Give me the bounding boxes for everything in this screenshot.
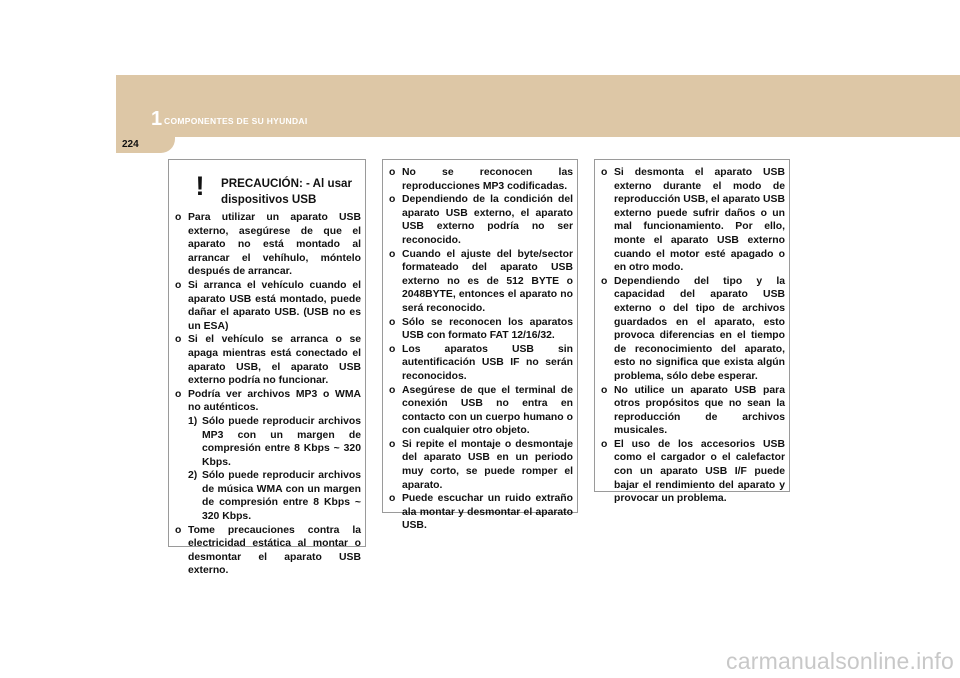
caution-list xyxy=(175,211,361,578)
bullet-glyph: o xyxy=(389,438,396,450)
list-item-text: Puede escuchar un ruido extraño ala montar y desmontar el aparato USB. xyxy=(402,493,573,532)
list-item-text: Si el vehículo se arranca o se apaga mientras está conectado el aparato USB, el aparato USB externo podría no funcionar. xyxy=(188,334,361,387)
chapter-title: COMPONENTES DE SU HYUNDAI xyxy=(164,116,308,126)
sub-item-number: 1) xyxy=(188,415,198,427)
notes-list xyxy=(389,166,573,533)
bullet-glyph: o xyxy=(601,167,608,178)
sub-item-text: Sólo puede reproducir archivos MP3 con un margen de compresión entre 8 Kbps ~ 320 Kbps. xyxy=(202,415,361,468)
list-item xyxy=(175,388,361,415)
bullet-glyph: o xyxy=(389,343,396,355)
warning-triangle-icon xyxy=(181,170,219,200)
sub-item-number: 2) xyxy=(188,470,198,482)
bullet-glyph: o xyxy=(389,493,396,505)
bullet-glyph: o xyxy=(389,316,396,328)
list-item xyxy=(601,275,785,384)
list-item xyxy=(601,384,785,438)
svg-text:!: ! xyxy=(195,171,205,200)
chapter-number: 1 xyxy=(151,108,163,130)
list-item xyxy=(389,492,573,533)
list-item-text: Sólo se reconocen los aparatos USB con formato FAT 12/16/32. xyxy=(402,316,573,342)
caution-box xyxy=(168,159,366,577)
bullet-glyph: o xyxy=(175,388,182,400)
list-item xyxy=(389,166,573,193)
list-item xyxy=(389,193,573,247)
sub-item xyxy=(175,415,361,469)
page-number: 224 xyxy=(122,139,139,150)
bullet-glyph: o xyxy=(175,524,182,536)
list-item-text: Dependiendo de la condición del aparato USB externo, el aparato USB externo podría no ser reconocido. xyxy=(402,194,573,246)
list-item-text: Para utilizar un aparato USB externo, asegúrese de que el aparato no está montado al arrancar el vehíhulo, móntelo después de arrancar. xyxy=(188,212,361,278)
list-item xyxy=(389,438,573,492)
caution-title: PRECAUCIÓN: - Al usar dispositivos USB xyxy=(221,177,352,206)
list-item xyxy=(389,343,573,384)
list-item xyxy=(601,438,785,506)
list-item-text: Tome precauciones contra la electricidad estática al montar o desmontar el aparato USB externo. xyxy=(188,524,361,577)
usb-notes-column-3 xyxy=(594,159,790,505)
watermark: carmanualsonline.info xyxy=(726,648,954,674)
list-item xyxy=(175,333,361,387)
list-item xyxy=(175,524,361,578)
notes-list xyxy=(601,166,785,506)
list-item-text: No utilice un aparato USB para otros propósitos que no sean la reproducción de archivos musicales. xyxy=(614,384,785,437)
sub-item xyxy=(175,469,361,523)
chapter-header-band xyxy=(116,75,960,137)
usb-notes-column-2 xyxy=(382,159,578,532)
bullet-glyph: o xyxy=(175,279,182,291)
sub-item-text: Sólo puede reproducir archivos de música WMA con un margen de compresión entre 8 Kbps ~ 320 Kbps. xyxy=(202,470,361,523)
bullet-glyph: o xyxy=(175,334,182,346)
list-item xyxy=(389,316,573,343)
bullet-glyph: o xyxy=(389,167,396,178)
list-item-text: Dependiendo del tipo y la capacidad del aparato USB externo o del tipo de archivos guardados en el aparato, esto provoca diferencias en el tiempo de reconocimiento del aparato, esto no significa que exista algún problema, sólo debe esperar. xyxy=(614,275,785,382)
bullet-glyph: o xyxy=(389,248,396,260)
list-item-text: Si repite el montaje o desmontaje del aparato USB en un periodo muy corto, se puede romper el aparato. xyxy=(402,438,573,491)
bullet-glyph: o xyxy=(601,275,608,287)
list-item-text: Los aparatos USB sin autentificación USB IF no serán reconocidos. xyxy=(402,343,573,382)
list-item-text: Podría ver archivos MP3 o WMA no auténticos. xyxy=(188,388,361,414)
list-item-text: Asegúrese de que el terminal de conexión USB no entra en contacto con un cuerpo humano o con cualquier otro objeto. xyxy=(402,384,573,437)
list-item-text: No se reconocen las reproducciones MP3 codificadas. xyxy=(402,167,573,192)
list-item xyxy=(175,279,361,333)
bullet-glyph: o xyxy=(389,384,396,396)
bullet-glyph: o xyxy=(175,212,182,223)
bullet-glyph: o xyxy=(389,194,396,206)
list-item-text: Si desmonta el aparato USB externo durante el modo de reproducción USB, el aparato USB externo puede sufrir daños o un mal funcionamiento. Por ello, monte el aparato USB externo cuando el motor esté apagado o en otro modo. xyxy=(614,167,785,274)
bullet-glyph: o xyxy=(601,438,608,450)
caution-heading xyxy=(175,164,361,207)
list-item xyxy=(601,166,785,275)
list-item-text: Si arranca el vehículo cuando el aparato USB está montado, puede dañar el aparato USB. (USB no es un ESA) xyxy=(188,279,361,332)
list-item xyxy=(389,248,573,316)
list-item-text: Cuando el ajuste del byte/sector formateado del aparato USB externo no es de 512 BYTE o 2048BYTE, entonces el aparato no será reconocido. xyxy=(402,248,573,314)
bullet-glyph: o xyxy=(601,384,608,396)
list-item xyxy=(175,211,361,279)
list-item-text: El uso de los accesorios USB como el cargador o el calefactor con un aparato USB I/F puede bajar el rendimiento del aparato y provocar un problema. xyxy=(614,438,785,505)
list-item xyxy=(389,384,573,438)
